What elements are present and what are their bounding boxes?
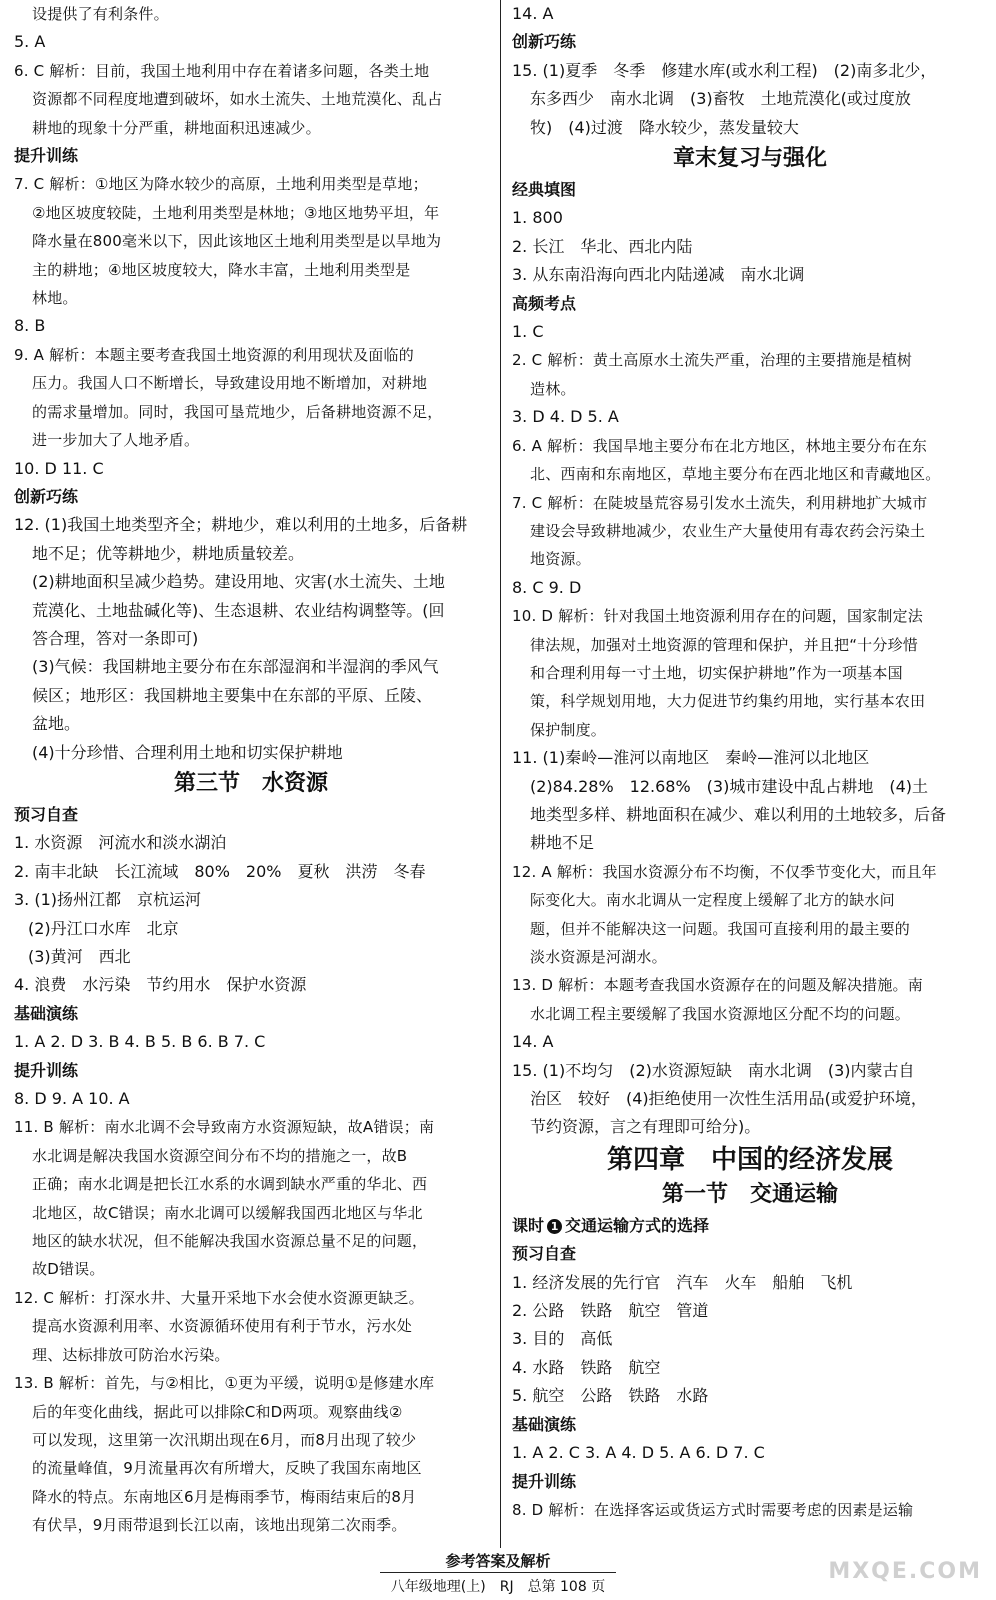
subsection-heading: 提升训练	[14, 146, 79, 166]
text-line: 1. 800	[512, 208, 563, 228]
explanation-line: 律法规，加强对土地资源的管理和保护，并且把“十分珍惜	[530, 635, 918, 654]
explanation-line: 6. A 解析：我国旱地主要分布在北方地区，林地主要分布在东	[512, 436, 928, 455]
explanation-line: ②地区坡度较陡，土地利用类型是林地；③地区地势平坦，年	[32, 203, 440, 222]
lesson-number-badge: 1	[547, 1219, 562, 1234]
text-line: 1. 经济发展的先行官 汽车 火车 船舶 飞机	[512, 1272, 853, 1292]
lesson-heading	[512, 1212, 988, 1240]
section-title: 第四章 中国的经济发展	[606, 1144, 893, 1175]
explanation-line: 12. C 解析：打深水井、大量开采地下水会使水资源更缺乏。	[14, 1288, 424, 1307]
explanation-line: 降水量在800毫米以下，因此该地区土地利用类型是以旱地为	[32, 232, 442, 251]
explanation-line: 10. D 解析：针对我国土地资源利用存在的问题，国家制定法	[512, 607, 923, 626]
column-divider	[500, 0, 501, 1548]
text-line: 3. (1)扬州江都 京杭运河	[14, 890, 202, 910]
text-line: (4)十分珍惜、合理利用土地和切实保护耕地	[32, 742, 343, 762]
subsection-heading: 高频考点	[512, 293, 577, 313]
lesson-prefix: 课时	[512, 1215, 545, 1235]
explanation-line: 地资源。	[530, 550, 591, 569]
explanation-line: 淡水资源是河湖水。	[530, 948, 667, 966]
text-line: (2)丹江口水库 北京	[28, 918, 179, 938]
explanation-line: 提高水资源利用率、水资源循环使用有利于节水，污水处	[32, 1317, 413, 1336]
explanation-line: 北、西南和东南地区，草地主要分布在西北地区和青藏地区。	[530, 465, 941, 484]
explanation-line: 林地。	[32, 289, 78, 308]
subsection-heading: 经典填图	[512, 180, 577, 200]
explanation-line: 水北调工程主要缓解了我国水资源地区分配不均的问题。	[530, 1004, 911, 1023]
explanation-line: 的需求量增加。同时，我国可垦荒地少，后备耕地资源不足，	[32, 402, 443, 421]
subsection-heading: 创新巧练	[14, 486, 79, 506]
explanation-line: 理、达标排放可防治水污染。	[32, 1345, 230, 1364]
section-title: 第三节 水资源	[173, 770, 328, 796]
text-line: 3. D 4. D 5. A	[512, 407, 619, 427]
explanation-line: 和合理利用每一寸土地，切实保护耕地”作为一项基本国	[530, 663, 903, 682]
text-line: 14. A	[512, 1032, 554, 1052]
right-column	[512, 0, 988, 1524]
text-line: 地不足；优等耕地少，耕地质量较差。	[32, 543, 305, 563]
text-line: 8. B	[14, 316, 46, 336]
text-line: 3. 从东南沿海向西北内陆递减 南水北调	[512, 265, 805, 285]
footer-title: 参考答案及解析	[445, 1552, 551, 1570]
text-line: 候区；地形区：我国耕地主要集中在东部的平原、丘陵、	[32, 685, 433, 705]
left-column	[14, 0, 488, 1540]
text-line: 牧) (4)过渡 降水较少，蒸发量较大	[530, 117, 799, 137]
subsection-heading: 创新巧练	[512, 32, 577, 52]
explanation-line: 水北调是解决我国水资源空间分布不均的措施之一，故B	[32, 1146, 408, 1165]
explanation-line: 故D错误。	[32, 1260, 105, 1279]
footer-rule	[380, 1572, 616, 1573]
explanation-line: 北地区，故C错误；南水北调可以缓解我国西北地区与华北	[32, 1203, 423, 1222]
section-title: 第一节 交通运输	[661, 1181, 838, 1207]
text-line: 4. 浪费 水污染 节约用水 保护水资源	[14, 975, 307, 995]
footer-info: 八年级地理(上) RJ 总第 108 页	[390, 1579, 606, 1595]
explanation-line: 题，但并不能解决这一问题。我国可直接利用的最主要的	[530, 919, 911, 938]
explanation-line: 建设会导致耕地减少，农业生产大量使用有毒农药会污染土	[530, 521, 926, 540]
explanation-line: 7. C 解析：①地区为降水较少的高原，土地利用类型是草地；	[14, 175, 428, 194]
text-line: 1. A 2. D 3. B 4. B 5. B 6. B 7. C	[14, 1032, 266, 1052]
explanation-line: 6. C 解析：目前，我国土地利用中存在着诸多问题，各类土地	[14, 61, 430, 80]
explanation-line: 11. B 解析：南水北调不会导致南方水资源短缺，故A错误；南	[14, 1118, 435, 1137]
subsection-heading: 提升训练	[14, 1060, 79, 1080]
text-line: (3)黄河 西北	[28, 947, 131, 966]
explanation-line: 9. A 解析：本题主要考查我国土地资源的利用现状及面临的	[14, 345, 414, 364]
text-line: 2. 长江 华北、西北内陆	[512, 236, 693, 256]
explanation-line: 资源都不同程度地遭到破坏，如水土流失、土地荒漠化、乱占	[32, 90, 443, 109]
text-line: 12. (1)我国土地类型齐全；耕地少，难以利用的土地多，后备耕	[14, 515, 468, 535]
text-line: 4. 水路 铁路 航空	[512, 1357, 661, 1377]
explanation-line: 保护制度。	[530, 720, 607, 739]
text-line: 8. C 9. D	[512, 577, 582, 597]
explanation-line: 造林。	[530, 379, 576, 398]
text-line: 东多西少 南水北调 (3)畜牧 土地荒漠化(或过度放	[530, 89, 911, 109]
explanation-line: 正确；南水北调是把长江水系的水调到缺水严重的华北、西	[32, 1175, 428, 1194]
text-line: 14. A	[512, 4, 554, 23]
text-line: 地类型多样、耕地面积在减少、难以利用的土地较多，后备	[530, 804, 947, 824]
explanation-line: 降水的特点。东南地区6月是梅雨季节，梅雨结束后的8月	[32, 1487, 417, 1506]
explanation-line: 策，科学规划用地，大力促进节约集约用地，实行基本农田	[530, 692, 926, 711]
explanation-line: 地区的缺水状况，但不能解决我国水资源总量不足的问题，	[32, 1232, 428, 1251]
explanation-line: 13. B 解析：首先，与②相比，①更为平缓，说明①是修建水库	[14, 1374, 435, 1393]
text-line: 耕地不足	[530, 833, 595, 853]
text-line: 2. 南丰北缺 长江流域 80% 20% 夏秋 洪涝 冬春	[14, 861, 426, 881]
explanation-line: 主的耕地；④地区坡度较大，降水丰富，土地利用类型是	[32, 260, 411, 279]
explanation-line: 有伏旱，9月雨带退到长江以南，该地出现第二次雨季。	[32, 1516, 407, 1535]
lesson-title: 交通运输方式的选择	[565, 1215, 710, 1235]
explanation-line: 可以发现，这里第一次汛期出现在6月，而8月出现了较少	[32, 1430, 417, 1449]
text-line: (2)84.28% 12.68% (3)城市建设中乱占耕地 (4)土	[530, 776, 929, 796]
text-line: 11. (1)秦岭—淮河以南地区 秦岭—淮河以北地区	[512, 748, 870, 768]
text-line: (3)气候：我国耕地主要分布在东部湿润和半湿润的季风气	[32, 657, 439, 677]
explanation-line: 12. A 解析：我国水资源分布不均衡，不仅季节变化大，而且年	[512, 862, 937, 881]
text-line: 盆地。	[32, 714, 81, 734]
subsection-heading: 基础演练	[14, 1003, 79, 1023]
text-line: 荒漠化、土地盐碱化等)、生态退耕、农业结构调整等。(回	[32, 600, 445, 620]
text-line: 8. D 9. A 10. A	[14, 1089, 130, 1109]
subsection-heading: 提升训练	[512, 1471, 577, 1491]
subsection-heading: 预习自查	[512, 1244, 577, 1264]
text-line: 1. A 2. C 3. A 4. D 5. A 6. D 7. C	[512, 1443, 765, 1463]
watermark-logo: MXQE.COM	[828, 1559, 982, 1584]
explanation-line: 7. C 解析：在陡坡垦荒容易引发水土流失，利用耕地扩大城市	[512, 493, 928, 512]
text-line: 10. D 11. C	[14, 458, 104, 478]
explanation-line: 的流量峰值，9月流量再次有所增大，反映了我国东南地区	[32, 1459, 422, 1478]
text-line: 5. 航空 公路 铁路 水路	[512, 1386, 709, 1406]
explanation-line: 后的年变化曲线，据此可以排除C和D两项。观察曲线②	[32, 1402, 403, 1421]
text-line: 答合理，答对一条即可)	[32, 628, 199, 648]
text-line: 治区 较好 (4)拒绝使用一次性生活用品(或爱护环境，	[530, 1089, 927, 1109]
text-line: 1. C	[512, 322, 544, 342]
text-line: 节约资源，言之有理即可给分)。	[530, 1117, 761, 1137]
explanation-line: 进一步加大了人地矛盾。	[32, 431, 200, 450]
explanation-line: 13. D 解析：本题考查我国水资源存在的问题及解决措施。南	[512, 976, 923, 995]
text-line: 5. A	[14, 32, 46, 52]
explanation-line: 2. C 解析：黄土高原水土流失严重，治理的主要措施是植树	[512, 351, 913, 370]
explanation-line: 际变化大。南水北调从一定程度上缓解了北方的缺水问	[530, 891, 895, 910]
explanation-line: 压力。我国人口不断增长，导致建设用地不断增加，对耕地	[32, 374, 428, 393]
text-line: 1. 水资源 河流水和淡水湖泊	[14, 833, 227, 853]
subsection-heading: 基础演练	[512, 1414, 577, 1434]
explanation-line: 8. D 解析：在选择客运或货运方式时需要考虑的因素是运输	[512, 1500, 914, 1519]
subsection-heading: 预习自查	[14, 804, 79, 824]
text-line: 2. 公路 铁路 航空 管道	[512, 1301, 709, 1321]
section-title: 章末复习与强化	[672, 146, 827, 172]
text-line: 15. (1)不均匀 (2)水资源短缺 南水北调 (3)内蒙古自	[512, 1060, 915, 1080]
explanation-line: 设提供了有利条件。	[32, 5, 169, 23]
text-line: 15. (1)夏季 冬季 修建水库(或水利工程) (2)南多北少，	[512, 60, 937, 80]
text-line: 3. 目的 高低	[512, 1329, 613, 1349]
explanation-line: 耕地的现象十分严重，耕地面积迅速减少。	[32, 118, 321, 137]
text-line: (2)耕地面积呈减少趋势。建设用地、灾害(水土流失、土地	[32, 572, 445, 592]
